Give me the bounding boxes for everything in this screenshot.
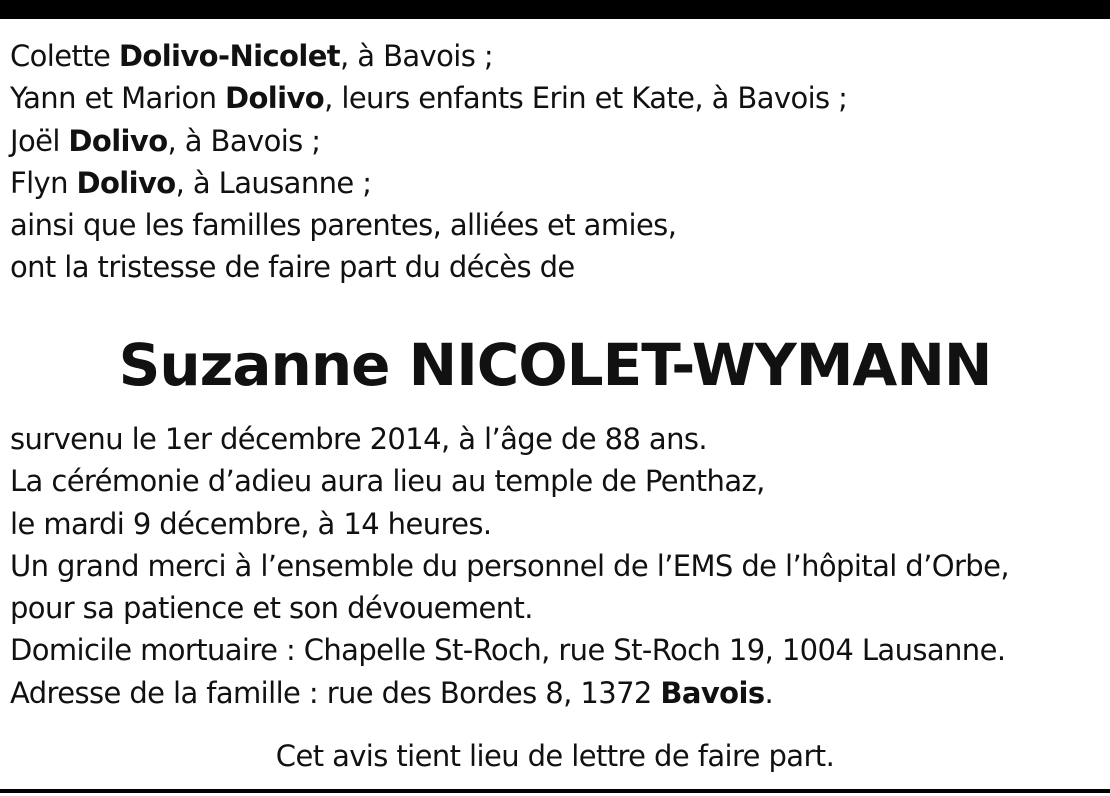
family-address-town: Bavois xyxy=(660,675,765,710)
footer-note: Cet avis tient lieu de lettre de faire part. xyxy=(275,739,835,773)
top-rule xyxy=(0,0,1110,19)
family-name: Dolivo xyxy=(225,81,325,116)
bottom-rule xyxy=(0,789,1110,793)
family-name: Dolivo xyxy=(76,165,176,200)
mourner-line: Flyn Dolivo, à Lausanne ; xyxy=(10,165,372,200)
detail-line: survenu le 1er décembre 2014, à l’âge de 88 ans. xyxy=(10,422,707,456)
detail-line: Un grand merci à l’ensemble du personnel de l’EMS de l’hôpital d’Orbe, xyxy=(10,548,1009,583)
detail-line: le mardi 9 décembre, à 14 heures. xyxy=(10,506,492,541)
mourner-line: Joël Dolivo, à Bavois ; xyxy=(10,123,321,158)
mourners-block xyxy=(10,35,1100,289)
family-address-line: Adresse de la famille : rue des Bordes 8, 1372 Bavois. xyxy=(10,675,774,710)
family-name: Dolivo-Nicolet xyxy=(118,39,341,73)
deceased-name: Suzanne NICOLET-WYMANN xyxy=(118,331,992,399)
detail-line: Domicile mortuaire : Chapelle St-Roch, rue St-Roch 19, 1004 Lausanne. xyxy=(10,633,1006,668)
families-line: ainsi que les familles parentes, alliées et amies, xyxy=(10,208,677,243)
detail-line: pour sa patience et son dévouement. xyxy=(10,591,533,626)
mourner-line: Colette Dolivo-Nicolet, à Bavois ; xyxy=(10,39,493,73)
mourner-line: Yann et Marion Dolivo, leurs enfants Erin et Kate, à Bavois ; xyxy=(10,81,848,116)
detail-line: La cérémonie d’adieu aura lieu au temple de Penthaz, xyxy=(10,464,765,499)
family-name: Dolivo xyxy=(68,123,168,158)
details-block xyxy=(10,418,1100,714)
announcement-line: ont la tristesse de faire part du décès de xyxy=(10,250,575,285)
